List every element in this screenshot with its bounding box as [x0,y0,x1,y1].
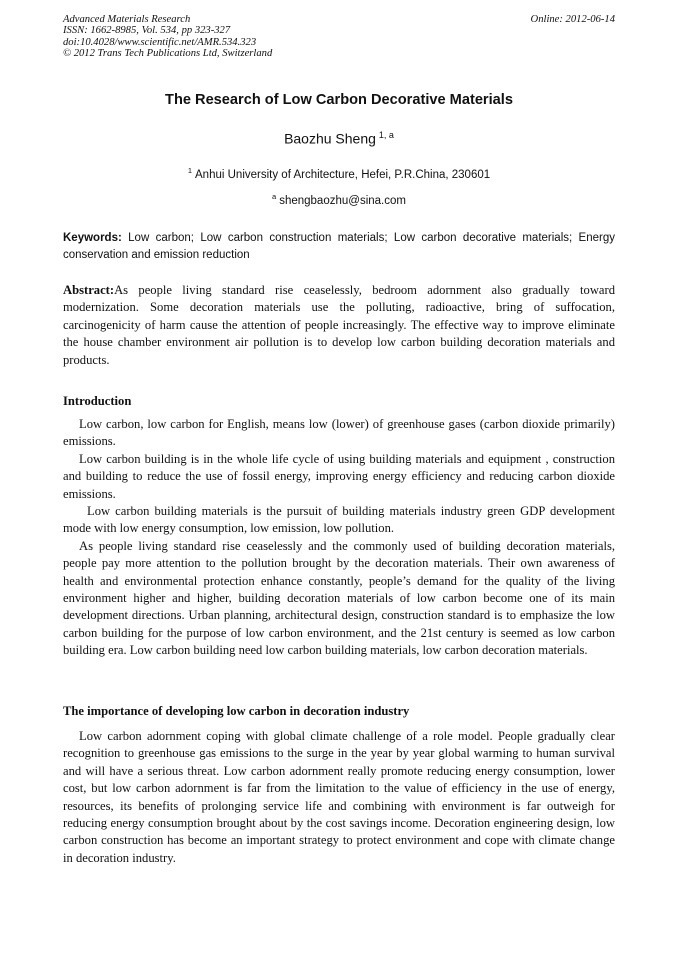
introduction-paragraph: As people living standard rise ceaselessly and the commonly used of building decoration materials, people pay more attention to the pollution brought by the decoration materials. Their own awareness of health and environmental protection enhance constantly, people’s demand for the quality of the living environment higher and higher, building decoration materials of low carbon become one of its main development directions. Urban planning, architectural design, construction standard is to emphasize the low carbon building for the purpose of low carbon environment, and the 21st century is seemed as low carbon building era. Low carbon building need low carbon building materials, low carbon decoration materials. [63,538,615,658]
journal-name: Advanced Materials Research [63,14,191,25]
keywords-block [63,230,615,264]
keywords-text: Low carbon; Low carbon construction materials; Low carbon decorative materials; Energy conservation and emission reduction [63,232,615,261]
author-line [0,130,678,147]
introduction-section [63,416,615,660]
paper-title: The Research of Low Carbon Decorative Materials [165,92,513,108]
email-superscript: a [272,192,277,201]
author-superscript: 1, a [378,130,394,140]
affiliation-line [0,166,678,181]
abstract-label: Abstract: [63,283,115,297]
importance-section [63,728,615,867]
abstract-block [63,282,615,369]
author-email: shengbaozhu@sina.com [279,194,406,207]
journal-doi: doi:10.4028/www.scientific.net/AMR.534.323 [63,36,257,48]
affiliation-superscript: 1 [187,166,193,175]
author-name: Baozhu Sheng [284,130,376,147]
abstract-text: As people living standard rise ceaselessly, bedroom adornment also gradually toward modernization. Some decoration materials use the polluting, radioactive, bring of suffocation, carcinogenicity of harm cause the attention of people increasingly. The effective way to improve eliminate the house chamber environment air pollution is to develop low carbon building decoration materials and products. [63,283,615,367]
importance-paragraph: Low carbon adornment coping with global climate challenge of a role model. People gradually clear recognition to greenhouse gas emissions to the surge in the year by year global warming to human survival and will have a serious threat. Low carbon adornment really promote reducing energy consumption, lower cost, but low carbon adornment is far from the limitation to the value of efficiency in the use of energy, resources, its benefits of prolonging service life and combining with environment is far outweigh for reducing energy consumption brought about by the cost savings income. Decoration engineering design, low carbon construction has become an important strategy to protect environment and cope with climate change in decoration industry. [63,729,615,865]
introduction-paragraph: Low carbon, low carbon for English, means low (lower) of greenhouse gases (carbon dioxide primarily) emissions. [63,417,615,449]
journal-copyright: © 2012 Trans Tech Publications Ltd, Switzerland [63,48,273,60]
online-date: Online: 2012-06-14 [530,14,615,25]
journal-header [63,14,615,60]
affiliation: Anhui University of Architecture, Hefei, P.R.China, 230601 [195,168,491,181]
introduction-heading: Introduction [63,394,132,408]
journal-issn: ISSN: 1662-8985, Vol. 534, pp 323-327 [63,25,231,37]
email-line [0,192,678,207]
introduction-paragraph: Low carbon building is in the whole life cycle of using building materials and equipment , construction and building to reduce the use of fossil energy, improving energy efficiency and reducing carbon dioxide emissions. [63,451,615,501]
introduction-paragraph: Low carbon building materials is the pursuit of building materials industry green GDP development mode with low energy consumption, low emission, low pollution. [63,504,615,536]
keywords-label: Keywords: [63,232,122,244]
importance-heading: The importance of developing low carbon in decoration industry [63,704,410,718]
